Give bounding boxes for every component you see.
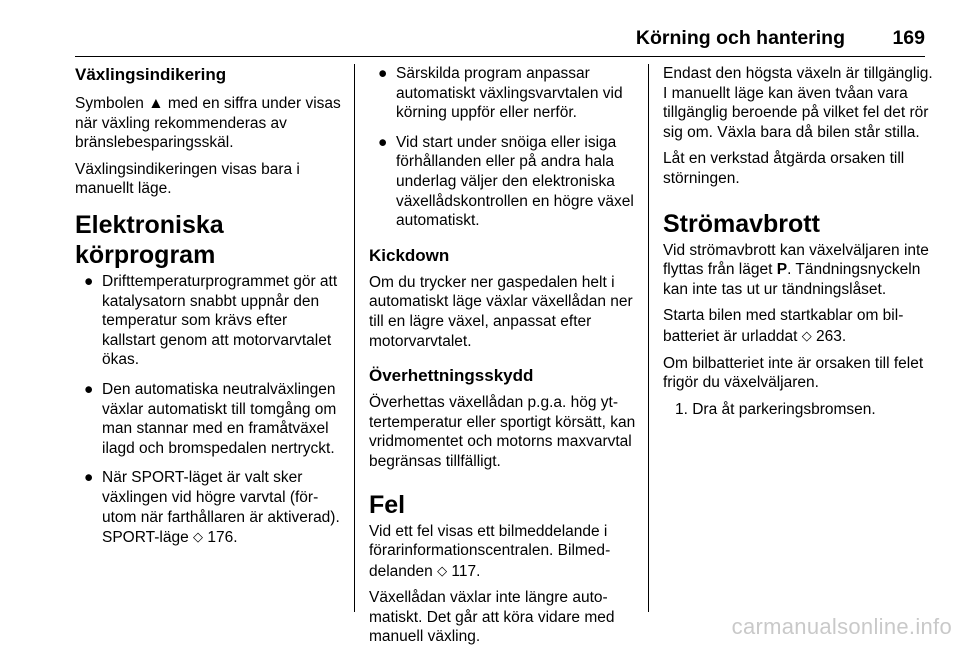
page-reference-arrow-icon: ◇ bbox=[193, 529, 204, 545]
list-item bbox=[369, 133, 639, 231]
watermark: carmanualsonline.info bbox=[731, 614, 952, 639]
list-item bbox=[369, 64, 639, 123]
section-title: Körning och hantering bbox=[635, 27, 845, 49]
list-item bbox=[75, 380, 343, 458]
power-p1-after: . Tändningsnyckeln kan inte tas ut ur tändningslåset. bbox=[663, 261, 921, 298]
list-item bbox=[75, 468, 343, 547]
heading-electronic-programs: Elektroniska körprogram bbox=[75, 210, 224, 269]
column-2 bbox=[369, 64, 639, 654]
list-item-text: Drifttemperaturprogrammet gör att katalysatorn snabbt uppnår den temperatur som krävs efter kallstart genom att motorvarvtalet ökas. bbox=[102, 272, 338, 369]
heading-kickdown: Kickdown bbox=[369, 245, 450, 265]
page-reference-arrow-icon: ◇ bbox=[437, 562, 448, 578]
heading-power-failure: Strömavbrott bbox=[663, 209, 820, 238]
kickdown-paragraph: Om du trycker ner gaspedalen helt i automatiskt läge växlar växellådan ner till en lägre växel, anpassat efter motorvarvtalet. bbox=[369, 273, 633, 350]
heading-overheat-protection: Överhettningsskydd bbox=[369, 366, 534, 386]
fault-p1-text: Vid ett fel visas ett bilmeddelande i förarinformationscentralen. Bilmeddelanden bbox=[369, 522, 611, 580]
column-3 bbox=[663, 64, 933, 426]
gear-p1-after: med en siffra under visas när växling rekommenderas av bränslebesparingsskäl. bbox=[75, 95, 341, 152]
list-item-text: När SPORT-läget är valt sker växlingen vid högre varvtal (förutom när farthållaren är aktiverad). SPORT-läge bbox=[102, 469, 340, 547]
program-bullet-list-continued bbox=[369, 64, 639, 231]
page-number: 169 bbox=[892, 27, 925, 49]
page-reference-arrow-icon: ◇ bbox=[801, 327, 812, 343]
list-item-text: Vid start under snöiga eller isiga förhållanden eller på andra hala underlag väljer den elektroniska växellådskontrollen en högre växel automatiskt. bbox=[396, 133, 634, 230]
program-bullet-list bbox=[75, 272, 343, 548]
power-paragraph-3: Om bilbatteriet inte är orsaken till felet frigör du växelväljaren. bbox=[663, 354, 924, 392]
list-item bbox=[75, 272, 343, 370]
gear-p1-before: Symbolen bbox=[75, 95, 149, 112]
page-reference-link[interactable]: 176. bbox=[203, 529, 238, 547]
power-p2-text: Starta bilen med startkablar om bilbatteriet är urladdat bbox=[663, 307, 904, 345]
overheat-paragraph: Överhettas växellådan p.g.a. hög yttertemperatur eller sportigt körsätt, kan vridmomentet och motorns maxvarvtal begränsas tillfälligt. bbox=[369, 394, 636, 470]
power-paragraph-1 bbox=[663, 241, 933, 300]
fault-paragraph-2: Växellådan växlar inte längre automatiskt. Det går att köra vidare med manuell växling. bbox=[369, 589, 615, 646]
page-header bbox=[75, 24, 925, 57]
gear-paragraph-1 bbox=[75, 94, 343, 153]
column-1 bbox=[75, 64, 343, 558]
power-p1-before: Vid strömavbrott kan växelväljaren inte flyttas från läget bbox=[663, 241, 929, 279]
park-position-label: P bbox=[776, 261, 788, 279]
bullet-icon: ● bbox=[378, 133, 388, 151]
bullet-icon: ● bbox=[84, 469, 94, 487]
heading-gear-indicator: Växlingsindikering bbox=[75, 65, 227, 84]
page-reference-link[interactable]: 117. bbox=[447, 562, 481, 580]
fault-paragraph-1 bbox=[369, 522, 639, 582]
up-triangle-icon: ▲ bbox=[148, 95, 164, 112]
power-paragraph-2 bbox=[663, 306, 933, 346]
fault-paragraph-4: Låt en verkstad åtgärda orsaken till störningen. bbox=[663, 150, 905, 187]
bullet-icon: ● bbox=[378, 65, 388, 82]
page-reference-link[interactable]: 263. bbox=[811, 327, 847, 345]
column-divider-1 bbox=[354, 64, 355, 612]
bullet-icon: ● bbox=[84, 272, 94, 290]
fault-paragraph-3: Endast den högsta växeln är tillgänglig. I manuellt läge kan även tvåan vara tillgänglig beroende på vilket fel det rör sig om. Växla bara då bilen står stilla. bbox=[663, 65, 933, 141]
column-divider-2 bbox=[648, 64, 649, 612]
numbered-step-1: 1. Dra åt parkeringsbromsen. bbox=[675, 400, 876, 418]
bullet-icon: ● bbox=[84, 380, 94, 398]
heading-fault: Fel bbox=[369, 490, 406, 519]
gear-paragraph-2: Växlingsindikeringen visas bara i manuellt läge. bbox=[75, 160, 300, 198]
list-item-text: Den automatiska neutralväxlingen växlar automatiskt till tomgång om man stannar med en framåtväxel ilagd och bromspedalen nertryckt. bbox=[102, 380, 337, 457]
list-item-text: Särskilda program anpassar automatiskt växlingsvarvtalen vid körning uppför eller nerför. bbox=[396, 65, 623, 122]
